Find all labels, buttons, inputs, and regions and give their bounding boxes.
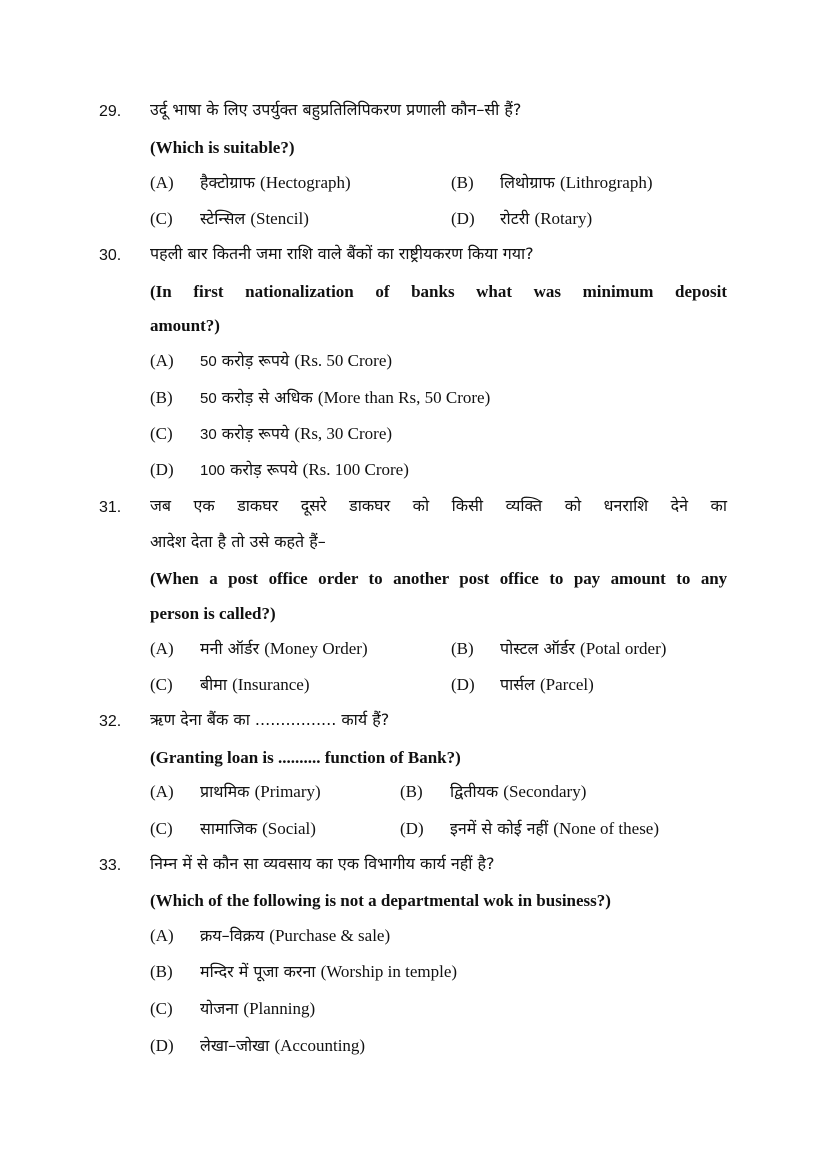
question-text-english: (Granting loan is .......... function of Bank?)	[150, 748, 461, 767]
question-text-english-line1: (When a post office order to another post office to pay amount to any	[150, 569, 727, 588]
question-text-english-line2: person is called?)	[150, 604, 276, 623]
option-c: 30 करोड़ रूपये (Rs, 30 Crore)	[200, 424, 393, 443]
question-text-english-line2: amount?)	[150, 316, 220, 335]
option-a: 50 करोड़ रूपये (Rs. 50 Crore)	[200, 351, 393, 370]
option-label: (B)	[451, 639, 474, 658]
option-c: सामाजिक (Social)	[200, 819, 316, 838]
option-label: (A)	[150, 351, 174, 370]
question-text-hindi: निम्न में से कौन सा व्यवसाय का एक विभागीय कार्य नहीं है?	[150, 854, 495, 873]
question-number: 33.	[99, 857, 122, 874]
question-number: 30.	[99, 247, 122, 264]
option-c: बीमा (Insurance)	[200, 675, 310, 694]
question-text-english: (Which of the following is not a departmental wok in business?)	[150, 891, 611, 910]
question-text-hindi-line1: जब एक डाकघर दूसरे डाकघर को किसी व्यक्ति को धनराशि देने का	[150, 496, 727, 515]
option-d: 100 करोड़ रूपये (Rs. 100 Crore)	[200, 460, 409, 479]
option-label: (C)	[150, 999, 173, 1018]
option-label: (D)	[451, 675, 475, 694]
option-a: क्रय–विक्रय (Purchase & sale)	[200, 926, 391, 945]
question-number: 31.	[99, 499, 122, 516]
option-label: (D)	[400, 819, 424, 838]
option-b: पोस्टल ऑर्डर (Potal order)	[500, 639, 667, 658]
option-label: (B)	[150, 962, 173, 981]
option-label: (D)	[150, 460, 174, 479]
option-label: (C)	[150, 675, 173, 694]
option-label: (A)	[150, 926, 174, 945]
option-label: (B)	[400, 782, 423, 801]
question-text-hindi-line2: आदेश देता है तो उसे कहते हैं–	[150, 532, 326, 551]
option-label: (C)	[150, 819, 173, 838]
option-c: योजना (Planning)	[200, 999, 316, 1018]
question-text-english: (Which is suitable?)	[150, 138, 295, 157]
option-label: (D)	[150, 1036, 174, 1055]
option-label: (B)	[150, 388, 173, 407]
option-b: लिथोग्राफ (Lithrograph)	[500, 173, 653, 192]
question-number: 32.	[99, 713, 122, 730]
option-d: लेखा–जोखा (Accounting)	[200, 1036, 366, 1055]
question-text-hindi: उर्दू भाषा के लिए उपर्युक्त बहुप्रतिलिपिकरण प्रणाली कौन–सी हैं?	[150, 100, 522, 119]
option-label: (A)	[150, 782, 174, 801]
option-label: (A)	[150, 639, 174, 658]
question-text-english-line1: (In first nationalization of banks what was minimum deposit	[150, 282, 727, 301]
option-label: (C)	[150, 424, 173, 443]
option-b: 50 करोड़ से अधिक (More than Rs, 50 Crore)	[200, 388, 491, 407]
option-label: (A)	[150, 173, 174, 192]
option-a: मनी ऑर्डर (Money Order)	[200, 639, 368, 658]
option-d: पार्सल (Parcel)	[500, 675, 594, 694]
option-a: प्राथमिक (Primary)	[200, 782, 321, 801]
question-number: 29.	[99, 103, 122, 120]
option-label: (D)	[451, 209, 475, 228]
option-d: रोटरी (Rotary)	[500, 209, 593, 228]
option-label: (B)	[451, 173, 474, 192]
option-label: (C)	[150, 209, 173, 228]
question-text-hindi: ऋण देना बैंक का ................ कार्य हैं?	[150, 710, 390, 729]
option-d: इनमें से कोई नहीं (None of these)	[450, 819, 660, 838]
option-b: मन्दिर में पूजा करना (Worship in temple)	[200, 962, 458, 981]
option-b: द्वितीयक (Secondary)	[450, 782, 587, 801]
option-a: हैक्टोग्राफ (Hectograph)	[200, 173, 351, 192]
question-text-hindi: पहली बार कितनी जमा राशि वाले बैंकों का राष्ट्रीयकरण किया गया?	[150, 244, 534, 263]
option-c: स्टेन्सिल (Stencil)	[200, 209, 309, 228]
